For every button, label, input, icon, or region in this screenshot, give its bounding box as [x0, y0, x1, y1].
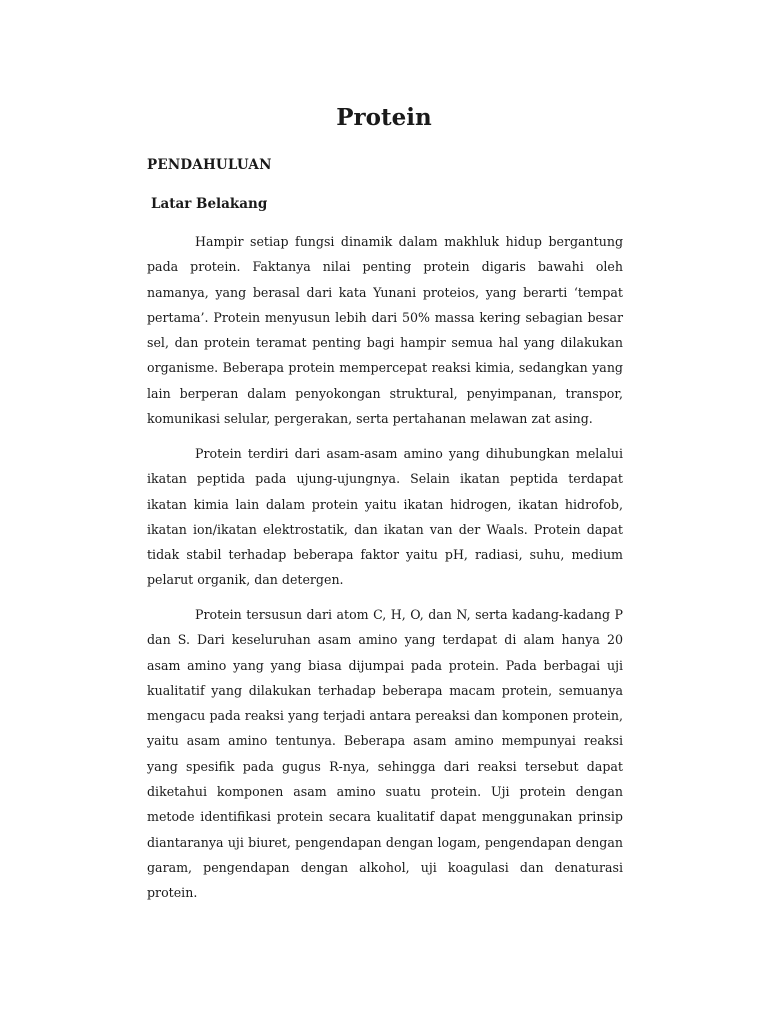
- paragraph-2: Protein terdiri dari asam-asam amino yang dihubungkan melalui ikatan peptida pada ujung-ujungnya. Selain ikatan peptida terdapat ikatan kimia lain dalam protein yaitu ikatan hidrogen, ikatan hidrofob, ikatan ion/ikatan elektrostatik, dan ikatan van der Waals. Protein dapat tidak stabil terhadap beberapa faktor yaitu pH, radiasi, suhu, medium pelarut organik, dan detergen.: [147, 446, 623, 588]
- paragraph-1: Hampir setiap fungsi dinamik dalam makhluk hidup bergantung pada protein. Faktanya nilai penting protein digaris bawahi oleh namanya, yang berasal dari kata Yunani proteios, yang berarti ‘tempat pertama’. Protein menyusun lebih dari 50% massa kering sebagian besar sel, dan protein teramat penting bagi hampir semua hal yang dilakukan organisme. Beberapa protein mempercepat reaksi kimia, sedangkan yang lain berperan dalam penyokongan struktural, penyimpanan, transpor, komunikasi selular, pergerakan, serta pertahanan melawan zat asing.: [147, 234, 623, 427]
- subsection-heading: Latar Belakang: [151, 196, 268, 212]
- paragraph-3: Protein tersusun dari atom C, H, O, dan N, serta kadang-kadang P dan S. Dari keseluruhan asam amino yang terdapat di alam hanya 20 asam amino yang yang biasa dijumpai pada protein. Pada berbagai uji kualitatif yang dilakukan terhadap beberapa macam protein, semuanya mengacu pada reaksi yang terjadi antara pereaksi dan komponen protein, yaitu asam amino tentunya. Beberapa asam amino mempunyai reaksi yang spesifik pada gugus R-nya, sehingga dari reaksi tersebut dapat diketahui komponen asam amino suatu protein. Uji protein dengan metode identifikasi protein secara kualitatif dapat menggunakan prinsip diantaranya uji biuret, pengendapan dengan logam, pengendapan dengan garam, pengendapan dengan alkohol, uji koagulasi dan denaturasi protein.: [147, 607, 623, 901]
- page-title: Protein: [336, 104, 432, 131]
- section-heading: PENDAHULUAN: [147, 157, 272, 173]
